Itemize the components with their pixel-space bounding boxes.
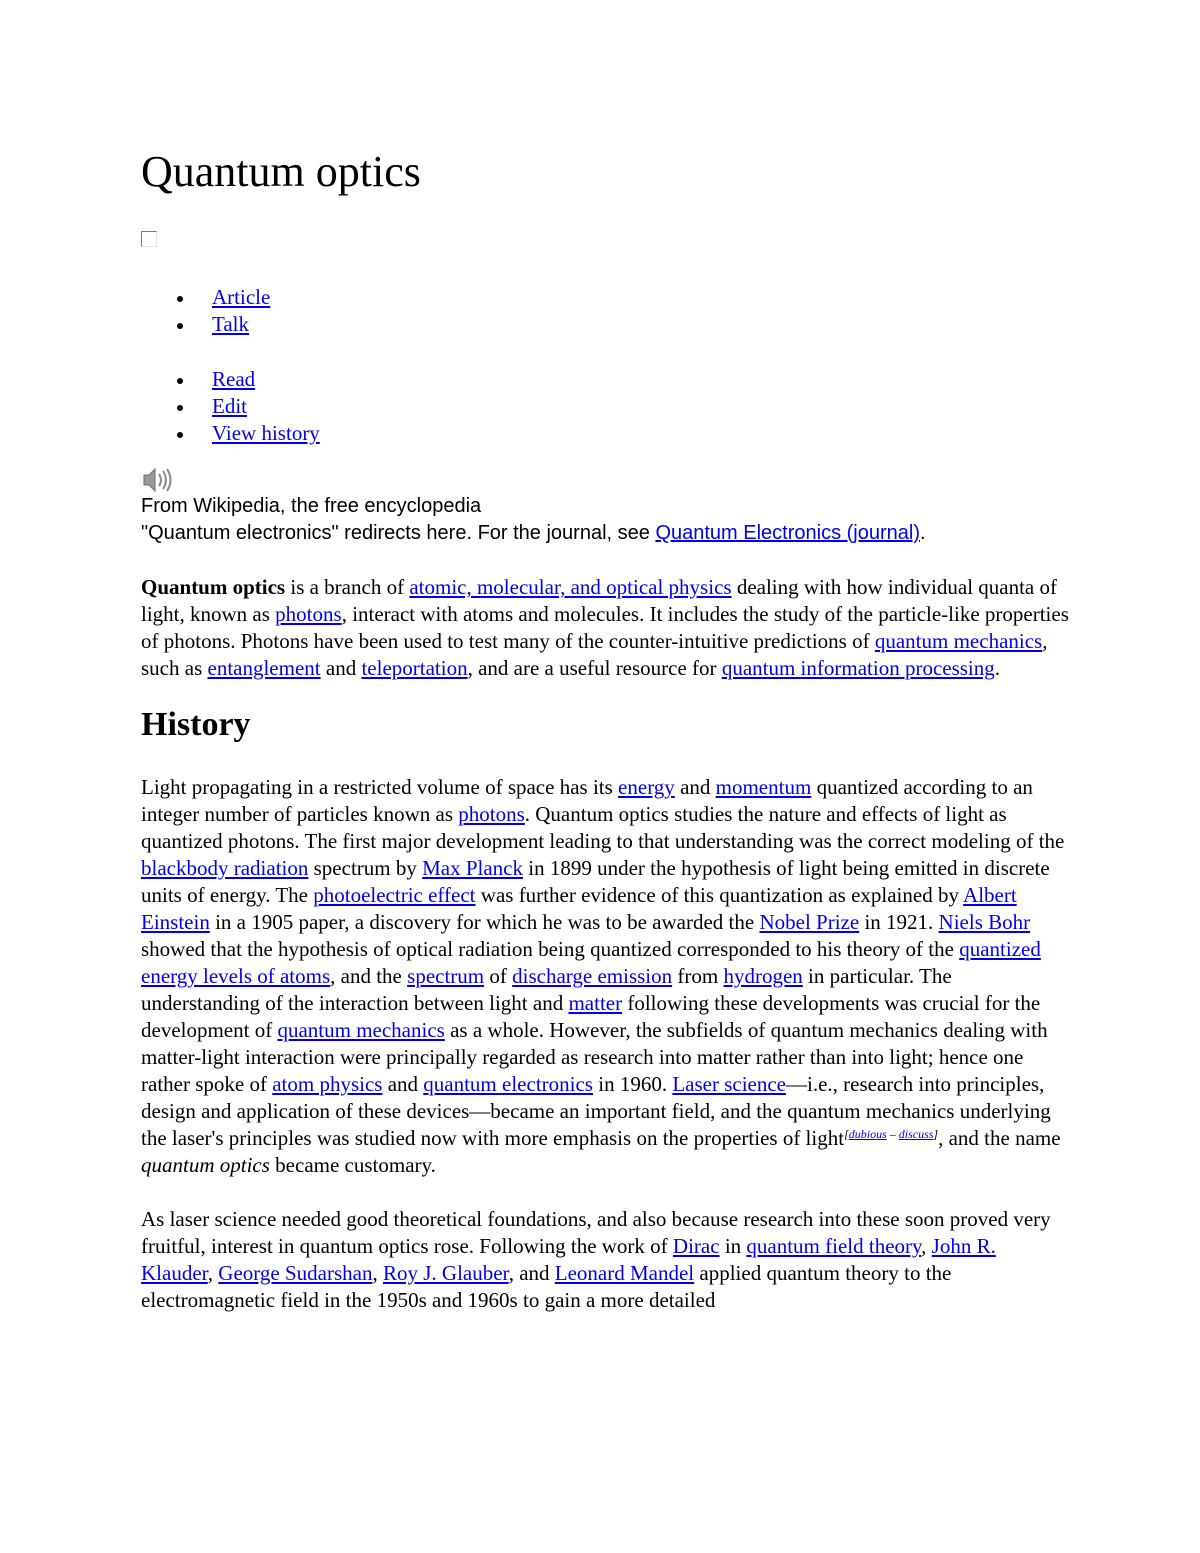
article-page bbox=[141, 143, 1071, 1314]
link-nobel-prize[interactable]: Nobel Prize bbox=[759, 910, 860, 934]
intro-bold: Quantum optics bbox=[141, 575, 286, 599]
link-george-sudarshan[interactable]: George Sudarshan bbox=[218, 1261, 373, 1285]
link-hydrogen[interactable]: hydrogen bbox=[723, 964, 803, 988]
link-atom-physics[interactable]: atom physics bbox=[272, 1072, 383, 1096]
link-energy[interactable]: energy bbox=[618, 775, 675, 799]
emphasis-quantum-optics: quantum optics bbox=[141, 1153, 270, 1177]
history-paragraph-2: As laser science needed good theoretical foundations, and also because research into these soon proved very fruitful, interest in quantum optics rose. Following the work of Dirac in quantum field theory, John R. Klauder, George Sudarshan, Roy J. Glauber, and Leonard Mandel applied quantum theory to the electromagnetic field in the 1950s and 1960s to gain a more detailed bbox=[141, 1207, 1051, 1312]
history-heading: History bbox=[141, 706, 251, 743]
link-quantum-mechanics-2[interactable]: quantum mechanics bbox=[277, 1018, 445, 1042]
hatnote-text: "Quantum electronics" redirects here. For the journal, see bbox=[141, 522, 656, 544]
view-tabs bbox=[141, 366, 1071, 447]
tab-read bbox=[141, 366, 1071, 393]
link-discuss[interactable]: discuss bbox=[898, 1127, 934, 1141]
tab-article-link[interactable]: Article bbox=[212, 285, 271, 309]
dubious-discuss-tag: [dubious – discuss] bbox=[844, 1127, 939, 1141]
speaker-icon[interactable] bbox=[141, 467, 175, 493]
tab-read-link[interactable]: Read bbox=[212, 367, 256, 391]
link-dubious[interactable]: dubious bbox=[848, 1127, 887, 1141]
link-quantum-information-processing[interactable]: quantum information processing bbox=[721, 656, 995, 680]
page-title: Quantum optics bbox=[141, 147, 421, 196]
link-teleportation[interactable]: teleportation bbox=[361, 656, 468, 680]
tab-view-history bbox=[141, 420, 1071, 447]
tab-talk-link[interactable]: Talk bbox=[212, 312, 250, 336]
link-niels-bohr[interactable]: Niels Bohr bbox=[938, 910, 1031, 934]
link-entanglement[interactable]: entanglement bbox=[207, 656, 321, 680]
tab-talk bbox=[141, 311, 1071, 338]
link-max-planck[interactable]: Max Planck bbox=[422, 856, 524, 880]
link-quantized-energy-levels[interactable]: quantized energy levels of atoms bbox=[141, 937, 1041, 988]
link-quantum-field-theory[interactable]: quantum field theory bbox=[746, 1234, 922, 1258]
link-matter[interactable]: matter bbox=[568, 991, 623, 1015]
link-photons-2[interactable]: photons bbox=[458, 802, 525, 826]
link-albert-einstein[interactable]: Albert Einstein bbox=[141, 883, 1017, 934]
tab-edit-link[interactable]: Edit bbox=[212, 394, 247, 418]
intro-paragraph: Quantum optics is a branch of atomic, molecular, and optical physics dealing with how individual quanta of light, known as photons, interact with atoms and molecules. It includes the study of the particle-like properties of photons. Photons have been used to test many of the counter-intuitive predictions of quantum mechanics, such as entanglement and teleportation, and are a useful resource for quantum information processing. bbox=[141, 575, 1069, 680]
tab-edit bbox=[141, 393, 1071, 420]
tab-view-history-link[interactable]: View history bbox=[212, 421, 320, 445]
link-momentum[interactable]: momentum bbox=[715, 775, 812, 799]
tab-article bbox=[141, 284, 1071, 311]
link-photoelectric-effect[interactable]: photoelectric effect bbox=[313, 883, 476, 907]
link-roy-glauber[interactable]: Roy J. Glauber bbox=[382, 1261, 509, 1285]
link-photons[interactable]: photons bbox=[275, 602, 342, 626]
link-quantum-electronics[interactable]: quantum electronics bbox=[423, 1072, 593, 1096]
link-john-klauder[interactable]: John R. Klauder bbox=[141, 1234, 996, 1285]
link-leonard-mandel[interactable]: Leonard Mandel bbox=[554, 1261, 695, 1285]
link-dirac[interactable]: Dirac bbox=[672, 1234, 720, 1258]
link-laser-science[interactable]: Laser science bbox=[672, 1072, 787, 1096]
link-quantum-mechanics[interactable]: quantum mechanics bbox=[874, 629, 1043, 653]
checkbox-icon[interactable] bbox=[141, 231, 157, 247]
hatnote bbox=[141, 520, 1071, 547]
link-amo-physics[interactable]: atomic, molecular, and optical physics bbox=[409, 575, 732, 599]
link-spectrum[interactable]: spectrum bbox=[407, 964, 485, 988]
link-discharge-emission[interactable]: discharge emission bbox=[512, 964, 673, 988]
hatnote-end: . bbox=[920, 522, 926, 544]
hatnote-link[interactable]: Quantum Electronics (journal) bbox=[655, 522, 920, 544]
link-blackbody-radiation[interactable]: blackbody radiation bbox=[141, 856, 309, 880]
namespace-tabs bbox=[141, 284, 1071, 338]
history-paragraph-1: Light propagating in a restricted volume of space has its energy and momentum quantized according to an integer number of particles known as photons. Quantum optics studies the nature and effects of light as quantized photons. The first major development leading to that understanding was the correct modeling of the blackbody radiation spectrum by Max Planck in 1899 under the hypothesis of light being emitted in discrete units of energy. The photoelectric effect was further evidence of this quantization as explained by Albert Einstein in a 1905 paper, a discovery for which he was to be awarded the Nobel Prize in 1921. Niels Bohr showed that the hypothesis of optical radiation being quantized corresponded to his theory of the quantized energy levels of atoms, and the spectrum of discharge emission from hydrogen in particular. The understanding of the interaction between light and matter following these developments was crucial for the development of quantum mechanics as a whole. However, the subfields of quantum mechanics dealing with matter-light interaction were principally regarded as research into matter rather than into light; hence one rather spoke of atom physics and quantum electronics in 1960. Laser science—i.e., research into principles, design and application of these devices—became an important field, and the quantum mechanics underlying the laser's principles was studied now with more emphasis on the properties of light[dubious – discuss], and the name quantum optics became customary. bbox=[141, 775, 1065, 1177]
site-subtitle: From Wikipedia, the free encyclopedia bbox=[141, 495, 482, 517]
